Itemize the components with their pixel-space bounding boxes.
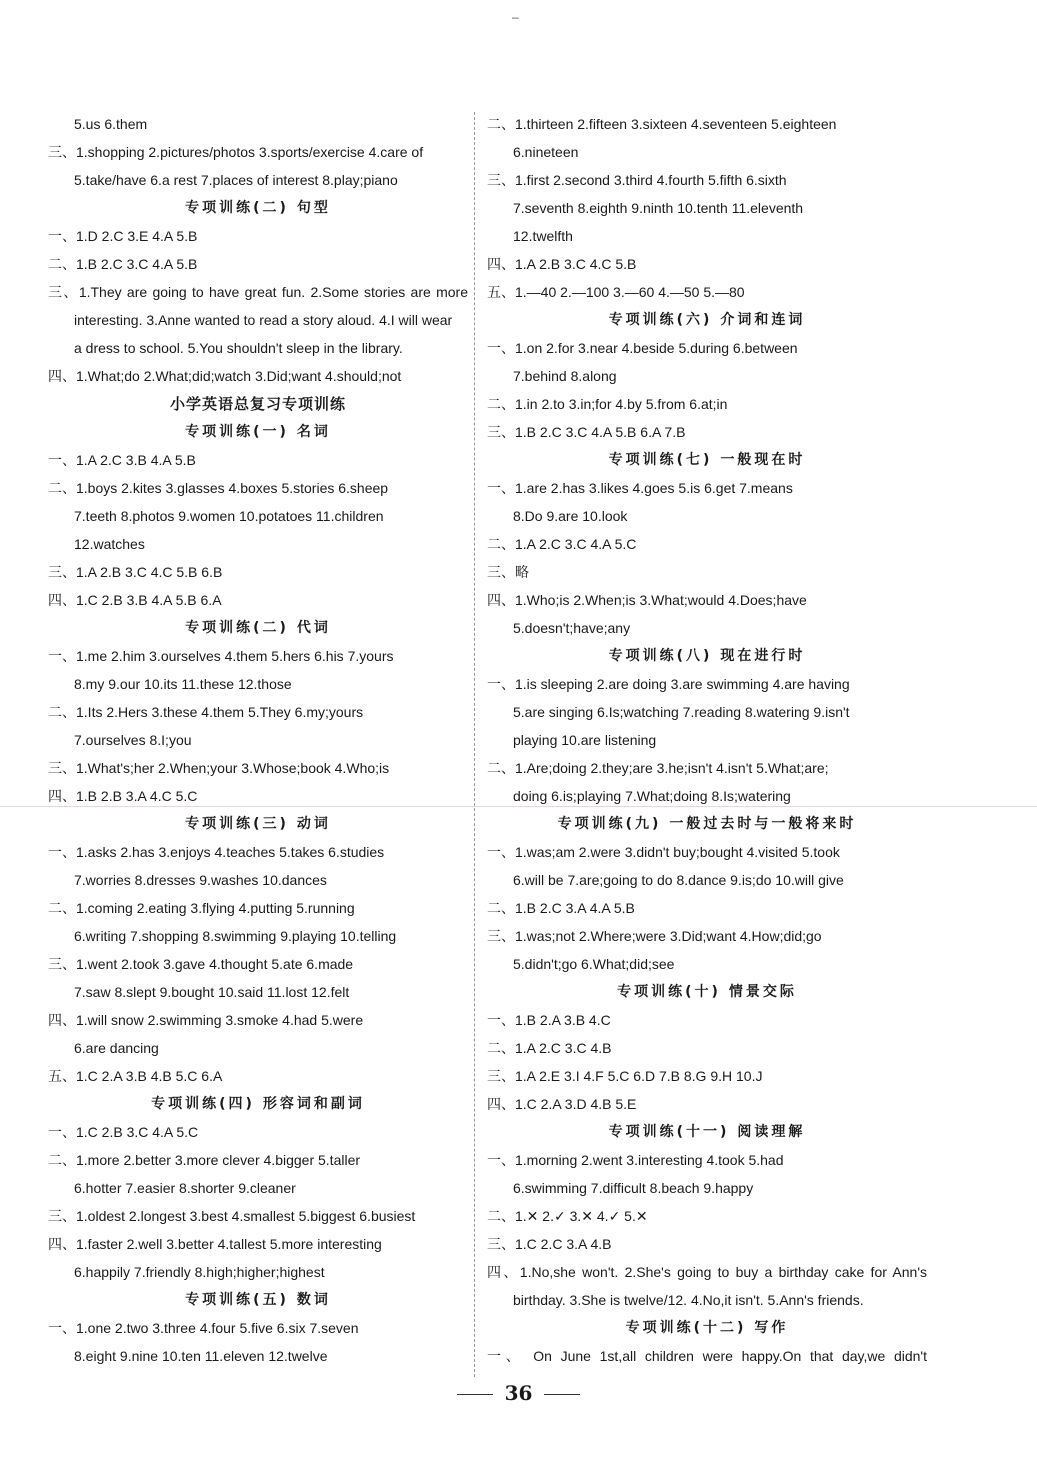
answer-line: 7.worries 8.dresses 9.washes 10.dances	[74, 872, 327, 888]
answer-line: 一、1.was;am 2.were 3.didn't buy;bought 4.visited 5.took	[487, 844, 840, 860]
answer-line: 一、1.C 2.B 3.C 4.A 5.C	[48, 1124, 199, 1140]
answer-line: 二、1.boys 2.kites 3.glasses 4.boxes 5.stories 6.sheep	[48, 480, 389, 496]
answer-line: playing 10.are listening	[513, 732, 657, 748]
answer-line: 二、1.in 2.to 3.in;for 4.by 5.from 6.at;in	[487, 396, 728, 412]
section-heading: 专项训练(六) 介词和连词	[608, 312, 806, 328]
answer-line: 6.will be 7.are;going to do 8.dance 9.is;do 10.will give	[513, 872, 844, 888]
column-divider	[474, 112, 475, 1377]
answer-line: 四、1.B 2.B 3.A 4.C 5.C	[48, 788, 198, 804]
answer-line: 6.are dancing	[74, 1040, 159, 1056]
answer-line: 12.twelfth	[513, 228, 573, 244]
answer-line: 5.us 6.them	[74, 116, 148, 132]
answer-line: 8.eight 9.nine 10.ten 11.eleven 12.twelve	[74, 1348, 328, 1364]
section-heading: 小学英语总复习专项训练	[169, 395, 346, 413]
answer-line: 一、1.one 2.two 3.three 4.four 5.five 6.six 7.seven	[48, 1320, 359, 1336]
answer-line: 三、1.C 2.C 3.A 4.B	[487, 1236, 612, 1252]
answer-line: 5.didn't;go 6.What;did;see	[513, 956, 675, 972]
section-heading: 专项训练(二) 代词	[185, 620, 331, 636]
page-number: 36	[504, 1381, 533, 1405]
section-heading: 专项训练(十) 情景交际	[617, 984, 797, 1000]
answer-line: 一、1.are 2.has 3.likes 4.goes 5.is 6.get 7.means	[487, 480, 793, 496]
answer-line: 12.watches	[74, 536, 145, 552]
answer-line: 二、1.more 2.better 3.more clever 4.bigger 5.taller	[48, 1152, 361, 1168]
answer-line: 三、略	[487, 564, 529, 580]
section-heading: 专项训练(四) 形容词和副词	[151, 1096, 365, 1112]
answer-line: 7.ourselves 8.I;you	[74, 732, 192, 748]
answer-line: 6.writing 7.shopping 8.swimming 9.playing 10.telling	[74, 928, 397, 944]
answer-line: 三、1.A 2.B 3.C 4.C 5.B 6.B	[48, 564, 223, 580]
answer-line: 四、1.C 2.A 3.D 4.B 5.E	[487, 1096, 637, 1112]
answer-line: 四、1.What;do 2.What;did;watch 3.Did;want 4.should;not	[48, 368, 402, 384]
answer-line: 一、1.is sleeping 2.are doing 3.are swimming 4.are having	[487, 676, 850, 692]
answer-line: 一、 On June 1st,all children were happy.On that day,we didn't	[487, 1348, 927, 1364]
section-heading: 专项训练(十一) 阅读理解	[608, 1124, 806, 1140]
answer-line: 一、1.D 2.C 3.E 4.A 5.B	[48, 228, 198, 244]
answer-line: 四、1.Who;is 2.When;is 3.What;would 4.Does;have	[487, 592, 807, 608]
answer-line: 二、1.A 2.C 3.C 4.B	[487, 1040, 612, 1056]
answer-line: doing 6.is;playing 7.What;doing 8.Is;watering	[513, 788, 791, 804]
section-heading: 专项训练(三) 动词	[185, 816, 331, 832]
answer-line: 三、1.shopping 2.pictures/photos 3.sports/exercise 4.care of	[48, 144, 424, 160]
answer-line: 四、1.faster 2.well 3.better 4.tallest 5.more interesting	[48, 1236, 382, 1252]
answer-line: 三、1.B 2.C 3.C 4.A 5.B 6.A 7.B	[487, 424, 686, 440]
answer-line: 5.are singing 6.Is;watching 7.reading 8.watering 9.isn't	[513, 704, 850, 720]
answer-line: 二、1.coming 2.eating 3.flying 4.putting 5.running	[48, 900, 355, 916]
answer-line: 三、1.was;not 2.Where;were 3.Did;want 4.How;did;go	[487, 928, 822, 944]
answer-line: 一、1.A 2.C 3.B 4.A 5.B	[48, 452, 196, 468]
answer-line: birthday. 3.She is twelve/12. 4.No,it isn't. 5.Ann's friends.	[513, 1292, 864, 1308]
section-heading: 专项训练(七) 一般现在时	[608, 452, 806, 468]
answer-line: 7.saw 8.slept 9.bought 10.said 11.lost 12.felt	[74, 984, 350, 1000]
answer-line: 三、1.A 2.E 3.I 4.F 5.C 6.D 7.B 8.G 9.H 10.J	[487, 1068, 763, 1084]
answer-line: 一、1.B 2.A 3.B 4.C	[487, 1012, 611, 1028]
answer-line: 二、1.thirteen 2.fifteen 3.sixteen 4.seventeen 5.eighteen	[487, 116, 837, 132]
section-heading: 专项训练(二) 句型	[185, 200, 331, 216]
answer-line: 四、1.A 2.B 3.C 4.C 5.B	[487, 256, 637, 272]
answer-line: 5.doesn't;have;any	[513, 620, 631, 636]
answer-line: 二、1.Are;doing 2.they;are 3.he;isn't 4.isn't 5.What;are;	[487, 760, 829, 776]
answer-line: 二、1.✕ 2.✓ 3.✕ 4.✓ 5.✕	[487, 1208, 648, 1224]
answer-line: 8.Do 9.are 10.look	[513, 508, 628, 524]
right-column	[487, 110, 927, 1370]
answer-line: 二、1.Its 2.Hers 3.these 4.them 5.They 6.my;yours	[48, 704, 364, 720]
answer-line: 四、1.No,she won't. 2.She's going to buy a birthday cake for Ann's	[487, 1264, 927, 1280]
answer-line: 7.seventh 8.eighth 9.ninth 10.tenth 11.eleventh	[513, 200, 804, 216]
section-heading: 专项训练(九) 一般过去时与一般将来时	[557, 816, 857, 832]
answer-line: 6.happily 7.friendly 8.high;higher;highest	[74, 1264, 325, 1280]
answer-line: 二、1.A 2.C 3.C 4.A 5.C	[487, 536, 637, 552]
answer-line: 四、1.C 2.B 3.B 4.A 5.B 6.A	[48, 592, 222, 608]
answer-line: 三、1.oldest 2.longest 3.best 4.smallest 5.biggest 6.busiest	[48, 1208, 416, 1224]
answer-line: 7.behind 8.along	[513, 368, 617, 384]
answer-line: 8.my 9.our 10.its 11.these 12.those	[74, 676, 292, 692]
left-column	[48, 110, 468, 1370]
section-heading: 专项训练(八) 现在进行时	[608, 648, 806, 664]
answer-line: 五、1.C 2.A 3.B 4.B 5.C 6.A	[48, 1068, 223, 1084]
top-mark: –	[512, 10, 519, 24]
answer-line: 五、1.—40 2.—100 3.—60 4.—50 5.—80	[487, 284, 745, 300]
answer-line: 6.nineteen	[513, 144, 579, 160]
answer-line: interesting. 3.Anne wanted to read a story aloud. 4.I will wear	[74, 312, 453, 328]
answer-line: 一、1.on 2.for 3.near 4.beside 5.during 6.between	[487, 340, 798, 356]
answer-line: 三、1.What's;her 2.When;your 3.Whose;book 4.Who;is	[48, 760, 390, 776]
answer-line: 5.take/have 6.a rest 7.places of interest 8.play;piano	[74, 172, 398, 188]
section-heading: 专项训练(五) 数词	[185, 1292, 331, 1308]
answer-line: 三、1.They are going to have great fun. 2.Some stories are more	[48, 284, 468, 300]
answer-line: 7.teeth 8.photos 9.women 10.potatoes 11.children	[74, 508, 384, 524]
section-heading: 专项训练(十二) 写作	[625, 1320, 789, 1336]
answer-line: 三、1.first 2.second 3.third 4.fourth 5.fifth 6.sixth	[487, 172, 787, 188]
answer-line: 一、1.asks 2.has 3.enjoys 4.teaches 5.takes 6.studies	[48, 844, 385, 860]
answer-line: 二、1.B 2.C 3.A 4.A 5.B	[487, 900, 635, 916]
answer-line: 四、1.will snow 2.swimming 3.smoke 4.had 5.were	[48, 1012, 364, 1028]
answer-line: a dress to school. 5.You shouldn't sleep in the library.	[74, 340, 403, 356]
answer-line: 6.swimming 7.difficult 8.beach 9.happy	[513, 1180, 754, 1196]
answer-line: 三、1.went 2.took 3.gave 4.thought 5.ate 6.made	[48, 956, 354, 972]
page-number-footer	[0, 1381, 1037, 1405]
answer-line: 一、1.me 2.him 3.ourselves 4.them 5.hers 6.his 7.yours	[48, 648, 394, 664]
section-heading: 专项训练(一) 名词	[185, 424, 331, 440]
answer-line: 二、1.B 2.C 3.C 4.A 5.B	[48, 256, 198, 272]
footer-dash-left	[457, 1394, 493, 1395]
answer-line: 一、1.morning 2.went 3.interesting 4.took 5.had	[487, 1152, 784, 1168]
footer-dash-right	[544, 1394, 580, 1395]
answer-line: 6.hotter 7.easier 8.shorter 9.cleaner	[74, 1180, 296, 1196]
